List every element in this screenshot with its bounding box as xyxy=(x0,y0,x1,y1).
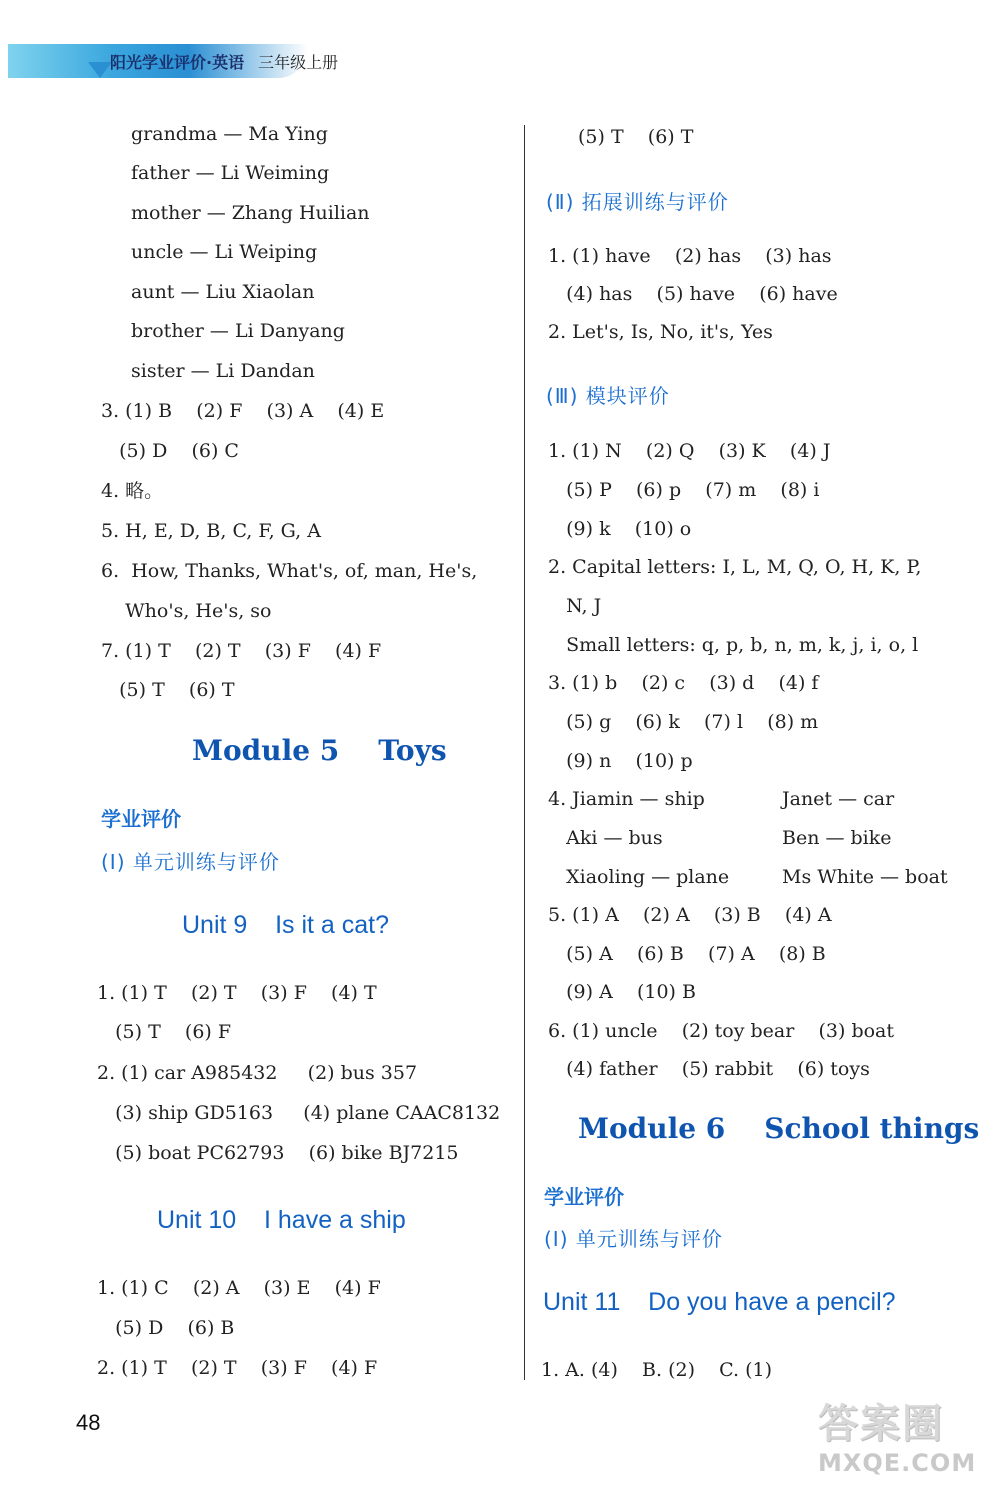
answer-line: (5) D (6) C xyxy=(101,440,239,462)
answer-line: sister — Li Dandan xyxy=(131,360,315,382)
answer-line: 2. (1) car A985432 (2) bus 357 xyxy=(97,1062,418,1084)
answer-line: (4) has (5) have (6) have xyxy=(548,283,838,305)
book-grade: 三年级上册 xyxy=(258,53,339,72)
answer-line: 6. (1) uncle (2) toy bear (3) boat xyxy=(548,1020,895,1042)
subsection-title: (Ⅱ) 拓展训练与评价 xyxy=(546,190,729,214)
unit-title: Unit 9 Is it a cat? xyxy=(182,911,390,939)
answer-line: (4) father (5) rabbit (6) toys xyxy=(548,1058,870,1080)
answer-line: 3. (1) B (2) F (3) A (4) E xyxy=(101,400,385,422)
answer-line: Ben — bike xyxy=(782,827,892,849)
answer-line: (5) T (6) T xyxy=(578,126,694,148)
subsection-title: (Ⅲ) 模块评价 xyxy=(546,384,670,408)
book-header xyxy=(110,50,338,73)
answer-line: 1. A. (4) B. (2) C. (1) xyxy=(541,1359,773,1381)
answer-line: Aki — bus xyxy=(548,827,663,849)
answer-line: (5) A (6) B (7) A (8) B xyxy=(548,943,826,965)
answer-line: grandma — Ma Ying xyxy=(131,123,328,145)
answer-line: mother — Zhang Huilian xyxy=(131,202,370,224)
answer-line: (9) A (10) B xyxy=(548,981,696,1003)
answer-line: 5. H, E, D, B, C, F, G, A xyxy=(101,520,321,542)
answer-line: 4. 略。 xyxy=(101,480,164,502)
unit-title: Unit 10 I have a ship xyxy=(157,1206,406,1234)
answer-line: 1. (1) T (2) T (3) F (4) T xyxy=(97,982,377,1004)
answer-line: (5) boat PC62793 (6) bike BJ7215 xyxy=(97,1142,459,1164)
answer-line: 1. (1) C (2) A (3) E (4) F xyxy=(97,1277,381,1299)
book-title: 阳光学业评价·英语 xyxy=(110,53,245,72)
subsection-title: (Ⅰ) 单元训练与评价 xyxy=(544,1227,723,1251)
watermark xyxy=(818,1392,988,1484)
module-title: Module 5 Toys xyxy=(192,734,447,767)
answer-line: 1. (1) have (2) has (3) has xyxy=(548,245,832,267)
column-divider xyxy=(524,125,525,1380)
watermark-url: MXQE.COM xyxy=(818,1449,977,1477)
answer-line: N, J xyxy=(548,595,602,617)
answer-line: 5. (1) A (2) A (3) B (4) A xyxy=(548,904,832,926)
answer-line: 2. Capital letters: I, L, M, Q, O, H, K, P, xyxy=(548,556,922,578)
answer-line: (5) D (6) B xyxy=(97,1317,235,1339)
answer-line: aunt — Liu Xiaolan xyxy=(131,281,315,303)
answer-line: uncle — Li Weiping xyxy=(131,241,318,263)
answer-line: Xiaoling — plane xyxy=(548,866,730,888)
answer-line: Ms White — boat xyxy=(782,866,948,888)
page-number: 48 xyxy=(76,1410,101,1435)
answer-line: 7. (1) T (2) T (3) F (4) F xyxy=(101,640,382,662)
watermark-logo-text: 答案圈 xyxy=(818,1401,944,1447)
subsection-title: (Ⅰ) 单元训练与评价 xyxy=(101,850,280,874)
answer-line: (5) P (6) p (7) m (8) i xyxy=(548,479,820,501)
answer-line: Small letters: q, p, b, n, m, k, j, i, o, l xyxy=(548,634,919,656)
answer-line: 6. How, Thanks, What's, of, man, He's, xyxy=(101,560,478,582)
answer-line: father — Li Weiming xyxy=(131,162,330,184)
answer-line: 4. Jiamin — ship xyxy=(548,788,705,810)
answer-line: (9) n (10) p xyxy=(548,750,693,772)
answer-line: 3. (1) b (2) c (3) d (4) f xyxy=(548,672,819,694)
answer-line: (5) T (6) T xyxy=(101,679,235,701)
section-title: 学业评价 xyxy=(101,807,181,831)
answer-line: (5) g (6) k (7) l (8) m xyxy=(548,711,819,733)
header-banner-tail xyxy=(88,62,112,78)
section-title: 学业评价 xyxy=(544,1185,624,1209)
answer-line: (3) ship GD5163 (4) plane CAAC8132 xyxy=(97,1102,501,1124)
answer-line: 1. (1) N (2) Q (3) K (4) J xyxy=(548,440,831,462)
answer-line: 2. (1) T (2) T (3) F (4) F xyxy=(97,1357,378,1379)
unit-title: Unit 11 Do you have a pencil? xyxy=(543,1288,896,1316)
answer-line: (9) k (10) o xyxy=(548,518,692,540)
answer-line: brother — Li Danyang xyxy=(131,320,345,342)
answer-line: (5) T (6) F xyxy=(97,1021,232,1043)
module-title: Module 6 School things xyxy=(578,1112,980,1145)
answer-line: Who's, He's, so xyxy=(101,600,272,622)
answer-line: Janet — car xyxy=(782,788,895,810)
answer-line: 2. Let's, Is, No, it's, Yes xyxy=(548,321,773,343)
